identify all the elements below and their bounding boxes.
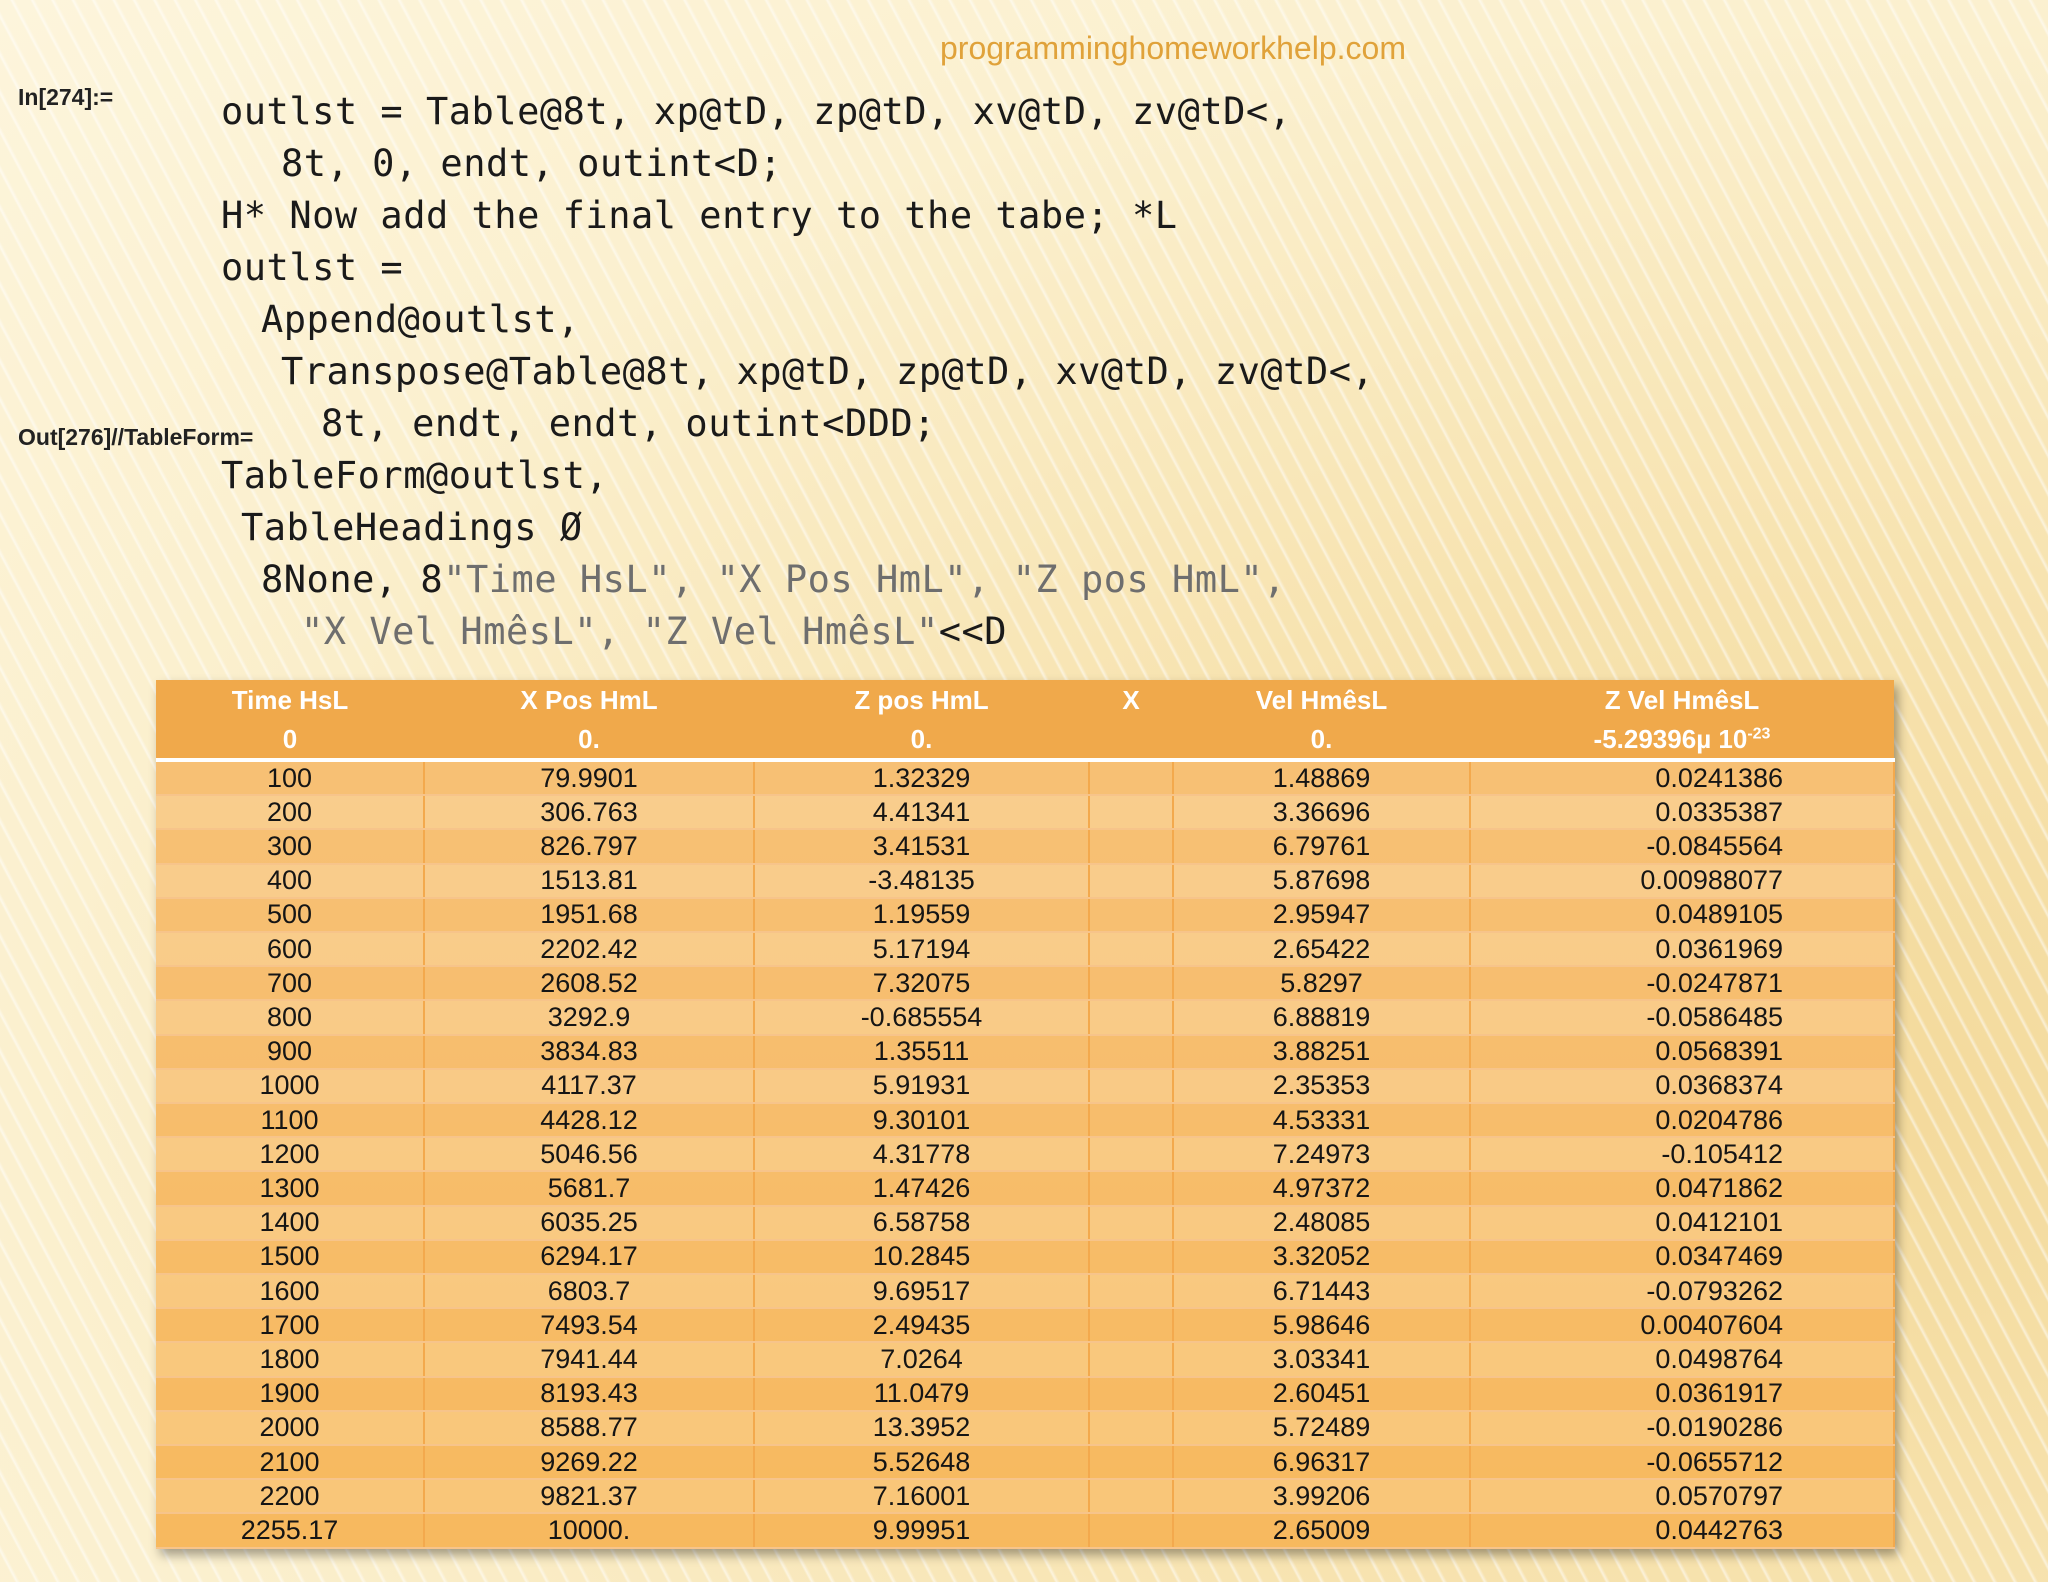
table-row bbox=[156, 1342, 1894, 1376]
cell-x-vel: 3.36696 bbox=[1173, 795, 1470, 829]
cell-x-pos: 7493.54 bbox=[424, 1308, 754, 1342]
cell-x-pos: 6803.7 bbox=[424, 1274, 754, 1308]
cell-x-pos: 3292.9 bbox=[424, 1000, 754, 1034]
header-z-vel: Z Vel HmêsL bbox=[1470, 680, 1894, 720]
cell-z-pos: 9.69517 bbox=[754, 1274, 1089, 1308]
table-row bbox=[156, 1000, 1894, 1034]
table-row bbox=[156, 1206, 1894, 1240]
cell-x-vel: 3.32052 bbox=[1173, 1240, 1470, 1274]
cell-x-pos: 2608.52 bbox=[424, 966, 754, 1000]
cell-x-vel: 5.87698 bbox=[1173, 864, 1470, 898]
cell-z-vel: 0.0570797 bbox=[1470, 1479, 1894, 1513]
first-row-blank bbox=[1089, 720, 1173, 760]
cell-blank bbox=[1089, 1035, 1173, 1069]
cell-x-vel: 6.71443 bbox=[1173, 1274, 1470, 1308]
cell-z-pos: 3.41531 bbox=[754, 829, 1089, 863]
cell-time: 1400 bbox=[156, 1206, 424, 1240]
cell-x-vel: 6.96317 bbox=[1173, 1445, 1470, 1479]
cell-blank bbox=[1089, 795, 1173, 829]
table-body bbox=[156, 760, 1894, 1548]
cell-x-vel: 5.8297 bbox=[1173, 966, 1470, 1000]
cell-blank bbox=[1089, 864, 1173, 898]
cell-x-pos: 1951.68 bbox=[424, 898, 754, 932]
cell-blank bbox=[1089, 898, 1173, 932]
table-row bbox=[156, 1137, 1894, 1171]
cell-x-pos: 1513.81 bbox=[424, 864, 754, 898]
table-row bbox=[156, 966, 1894, 1000]
cell-z-pos: 5.52648 bbox=[754, 1445, 1089, 1479]
output-cell-label: Out[276]//TableForm= bbox=[18, 424, 254, 450]
cell-blank bbox=[1089, 1103, 1173, 1137]
cell-time: 2255.17 bbox=[156, 1513, 424, 1548]
first-row-z-vel-exponent: -23 bbox=[1747, 724, 1771, 742]
table-row bbox=[156, 1069, 1894, 1103]
cell-blank bbox=[1089, 1069, 1173, 1103]
header-x: X bbox=[1089, 680, 1173, 720]
cell-x-pos: 4428.12 bbox=[424, 1103, 754, 1137]
cell-x-vel: 2.60451 bbox=[1173, 1377, 1470, 1411]
first-row-z-vel-mantissa: -5.29396µ 10 bbox=[1593, 723, 1748, 754]
code-line-8: TableForm@outlst, bbox=[221, 454, 609, 497]
cell-blank bbox=[1089, 1513, 1173, 1548]
cell-time: 1600 bbox=[156, 1274, 424, 1308]
cell-time: 600 bbox=[156, 932, 424, 966]
cell-blank bbox=[1089, 1137, 1173, 1171]
cell-z-vel: 0.0361917 bbox=[1470, 1377, 1894, 1411]
cell-z-vel: 0.0204786 bbox=[1470, 1103, 1894, 1137]
cell-z-pos: 6.58758 bbox=[754, 1206, 1089, 1240]
code-line-7: 8t, endt, endt, outint<DDD; bbox=[321, 402, 936, 445]
cell-z-vel: 0.0471862 bbox=[1470, 1171, 1894, 1205]
cell-time: 100 bbox=[156, 760, 424, 795]
cell-z-pos: 9.30101 bbox=[754, 1103, 1089, 1137]
header-time: Time HsL bbox=[156, 680, 424, 720]
cell-time: 1800 bbox=[156, 1342, 424, 1376]
cell-x-pos: 2202.42 bbox=[424, 932, 754, 966]
cell-blank bbox=[1089, 1377, 1173, 1411]
cell-blank bbox=[1089, 1479, 1173, 1513]
header-x-vel: Vel HmêsL bbox=[1173, 680, 1470, 720]
cell-x-vel: 2.95947 bbox=[1173, 898, 1470, 932]
cell-blank bbox=[1089, 1171, 1173, 1205]
code-line-2: 8t, 0, endt, outint<D; bbox=[281, 142, 783, 185]
cell-z-vel: 0.0489105 bbox=[1470, 898, 1894, 932]
code-line-11 bbox=[301, 610, 1007, 653]
cell-x-pos: 9821.37 bbox=[424, 1479, 754, 1513]
cell-x-pos: 3834.83 bbox=[424, 1035, 754, 1069]
cell-x-pos: 826.797 bbox=[424, 829, 754, 863]
cell-z-vel: -0.0586485 bbox=[1470, 1000, 1894, 1034]
first-row-z-pos: 0. bbox=[754, 720, 1089, 760]
table-row bbox=[156, 795, 1894, 829]
cell-x-vel: 4.53331 bbox=[1173, 1103, 1470, 1137]
table-row bbox=[156, 1513, 1894, 1548]
output-table bbox=[156, 680, 1894, 1549]
cell-time: 1000 bbox=[156, 1069, 424, 1103]
cell-z-pos: 1.35511 bbox=[754, 1035, 1089, 1069]
cell-z-pos: 7.32075 bbox=[754, 966, 1089, 1000]
cell-z-vel: 0.00407604 bbox=[1470, 1308, 1894, 1342]
cell-blank bbox=[1089, 966, 1173, 1000]
cell-blank bbox=[1089, 1240, 1173, 1274]
table-row bbox=[156, 898, 1894, 932]
cell-time: 1100 bbox=[156, 1103, 424, 1137]
code-line-9: TableHeadings Ø bbox=[241, 506, 583, 549]
cell-z-vel: 0.0412101 bbox=[1470, 1206, 1894, 1240]
cell-z-vel: 0.0442763 bbox=[1470, 1513, 1894, 1548]
cell-z-vel: -0.0845564 bbox=[1470, 829, 1894, 863]
cell-z-pos: 10.2845 bbox=[754, 1240, 1089, 1274]
cell-time: 1700 bbox=[156, 1308, 424, 1342]
cell-z-vel: -0.105412 bbox=[1470, 1137, 1894, 1171]
table-row bbox=[156, 1445, 1894, 1479]
table-row bbox=[156, 864, 1894, 898]
cell-time: 500 bbox=[156, 898, 424, 932]
cell-time: 200 bbox=[156, 795, 424, 829]
cell-time: 2200 bbox=[156, 1479, 424, 1513]
cell-z-pos: 7.0264 bbox=[754, 1342, 1089, 1376]
cell-z-pos: 5.91931 bbox=[754, 1069, 1089, 1103]
cell-blank bbox=[1089, 1274, 1173, 1308]
cell-x-vel: 6.88819 bbox=[1173, 1000, 1470, 1034]
cell-z-vel: 0.0241386 bbox=[1470, 760, 1894, 795]
table-row bbox=[156, 1479, 1894, 1513]
watermark: programminghomeworkhelp.com bbox=[940, 30, 1406, 66]
table-row bbox=[156, 1274, 1894, 1308]
table-row bbox=[156, 1171, 1894, 1205]
code-line-3: H* Now add the final entry to the tabe; *L bbox=[221, 194, 1178, 237]
header-x-pos: X Pos HmL bbox=[424, 680, 754, 720]
cell-x-vel: 3.03341 bbox=[1173, 1342, 1470, 1376]
cell-x-pos: 8588.77 bbox=[424, 1411, 754, 1445]
cell-z-pos: 5.17194 bbox=[754, 932, 1089, 966]
cell-blank bbox=[1089, 1445, 1173, 1479]
cell-blank bbox=[1089, 1000, 1173, 1034]
cell-z-pos: 9.99951 bbox=[754, 1513, 1089, 1548]
code-line-1: outlst = Table@8t, xp@tD, zp@tD, xv@tD, zv@tD<, bbox=[221, 90, 1292, 133]
cell-x-pos: 79.9901 bbox=[424, 760, 754, 795]
cell-x-vel: 3.99206 bbox=[1173, 1479, 1470, 1513]
code-line-4: outlst = bbox=[221, 246, 404, 289]
cell-x-pos: 6294.17 bbox=[424, 1240, 754, 1274]
cell-z-pos: 7.16001 bbox=[754, 1479, 1089, 1513]
cell-blank bbox=[1089, 1342, 1173, 1376]
cell-z-vel: 0.0361969 bbox=[1470, 932, 1894, 966]
code-line-11-end: <<D bbox=[938, 610, 1008, 653]
cell-time: 2100 bbox=[156, 1445, 424, 1479]
header-z-pos: Z pos HmL bbox=[754, 680, 1089, 720]
cell-time: 700 bbox=[156, 966, 424, 1000]
cell-blank bbox=[1089, 1206, 1173, 1240]
cell-x-pos: 5681.7 bbox=[424, 1171, 754, 1205]
cell-x-vel: 5.98646 bbox=[1173, 1308, 1470, 1342]
cell-x-pos: 5046.56 bbox=[424, 1137, 754, 1171]
cell-x-pos: 9269.22 bbox=[424, 1445, 754, 1479]
results-table bbox=[156, 680, 1895, 1549]
table-row bbox=[156, 1103, 1894, 1137]
cell-z-vel: -0.0247871 bbox=[1470, 966, 1894, 1000]
cell-x-vel: 2.65422 bbox=[1173, 932, 1470, 966]
cell-z-pos: 2.49435 bbox=[754, 1308, 1089, 1342]
table-row bbox=[156, 1240, 1894, 1274]
code-line-10-start: 8None, 8 bbox=[261, 558, 444, 601]
cell-x-pos: 8193.43 bbox=[424, 1377, 754, 1411]
cell-x-pos: 6035.25 bbox=[424, 1206, 754, 1240]
cell-blank bbox=[1089, 932, 1173, 966]
cell-time: 1300 bbox=[156, 1171, 424, 1205]
cell-x-pos: 10000. bbox=[424, 1513, 754, 1548]
cell-x-vel: 2.65009 bbox=[1173, 1513, 1470, 1548]
cell-x-vel: 1.48869 bbox=[1173, 760, 1470, 795]
code-line-5: Append@outlst, bbox=[261, 298, 580, 341]
cell-blank bbox=[1089, 760, 1173, 795]
cell-z-pos: 1.32329 bbox=[754, 760, 1089, 795]
cell-x-vel: 2.48085 bbox=[1173, 1206, 1470, 1240]
cell-z-pos: 11.0479 bbox=[754, 1377, 1089, 1411]
cell-z-vel: 0.0335387 bbox=[1470, 795, 1894, 829]
cell-z-vel: 0.00988077 bbox=[1470, 864, 1894, 898]
cell-time: 900 bbox=[156, 1035, 424, 1069]
cell-z-vel: -0.0793262 bbox=[1470, 1274, 1894, 1308]
cell-time: 800 bbox=[156, 1000, 424, 1034]
cell-time: 400 bbox=[156, 864, 424, 898]
cell-x-vel: 7.24973 bbox=[1173, 1137, 1470, 1171]
cell-x-vel: 5.72489 bbox=[1173, 1411, 1470, 1445]
table-row bbox=[156, 760, 1894, 795]
cell-time: 1500 bbox=[156, 1240, 424, 1274]
first-row-time: 0 bbox=[156, 720, 424, 760]
cell-time: 2000 bbox=[156, 1411, 424, 1445]
cell-blank bbox=[1089, 829, 1173, 863]
cell-z-pos: -3.48135 bbox=[754, 864, 1089, 898]
cell-blank bbox=[1089, 1308, 1173, 1342]
cell-blank bbox=[1089, 1411, 1173, 1445]
cell-z-vel: -0.0190286 bbox=[1470, 1411, 1894, 1445]
cell-z-pos: -0.685554 bbox=[754, 1000, 1089, 1034]
cell-z-pos: 1.47426 bbox=[754, 1171, 1089, 1205]
cell-x-vel: 3.88251 bbox=[1173, 1035, 1470, 1069]
cell-z-vel: 0.0368374 bbox=[1470, 1069, 1894, 1103]
code-line-10 bbox=[261, 558, 1286, 601]
first-row-x-vel: 0. bbox=[1173, 720, 1470, 760]
cell-z-pos: 13.3952 bbox=[754, 1411, 1089, 1445]
table-row bbox=[156, 1308, 1894, 1342]
code-line-11-strings: "X Vel HmêsL", "Z Vel HmêsL" bbox=[301, 610, 939, 653]
cell-x-pos: 4117.37 bbox=[424, 1069, 754, 1103]
cell-x-vel: 2.35353 bbox=[1173, 1069, 1470, 1103]
cell-z-vel: 0.0568391 bbox=[1470, 1035, 1894, 1069]
cell-z-pos: 1.19559 bbox=[754, 898, 1089, 932]
cell-z-pos: 4.31778 bbox=[754, 1137, 1089, 1171]
cell-x-vel: 4.97372 bbox=[1173, 1171, 1470, 1205]
cell-time: 300 bbox=[156, 829, 424, 863]
code-line-10-strings: "Time HsL", "X Pos HmL", "Z pos HmL", bbox=[443, 558, 1286, 601]
cell-z-vel: 0.0347469 bbox=[1470, 1240, 1894, 1274]
table-row bbox=[156, 932, 1894, 966]
cell-x-pos: 306.763 bbox=[424, 795, 754, 829]
cell-z-vel: -0.0655712 bbox=[1470, 1445, 1894, 1479]
table-row bbox=[156, 1411, 1894, 1445]
cell-x-pos: 7941.44 bbox=[424, 1342, 754, 1376]
cell-time: 1200 bbox=[156, 1137, 424, 1171]
cell-z-vel: 0.0498764 bbox=[1470, 1342, 1894, 1376]
first-row-z-vel bbox=[1470, 720, 1894, 760]
code-line-6: Transpose@Table@8t, xp@tD, zp@tD, xv@tD, zv@tD<, bbox=[281, 350, 1375, 393]
table-row bbox=[156, 1377, 1894, 1411]
cell-z-pos: 4.41341 bbox=[754, 795, 1089, 829]
cell-time: 1900 bbox=[156, 1377, 424, 1411]
input-cell-label: In[274]:= bbox=[18, 84, 114, 110]
table-row bbox=[156, 1035, 1894, 1069]
first-row-x-pos: 0. bbox=[424, 720, 754, 760]
table-row bbox=[156, 829, 1894, 863]
cell-x-vel: 6.79761 bbox=[1173, 829, 1470, 863]
